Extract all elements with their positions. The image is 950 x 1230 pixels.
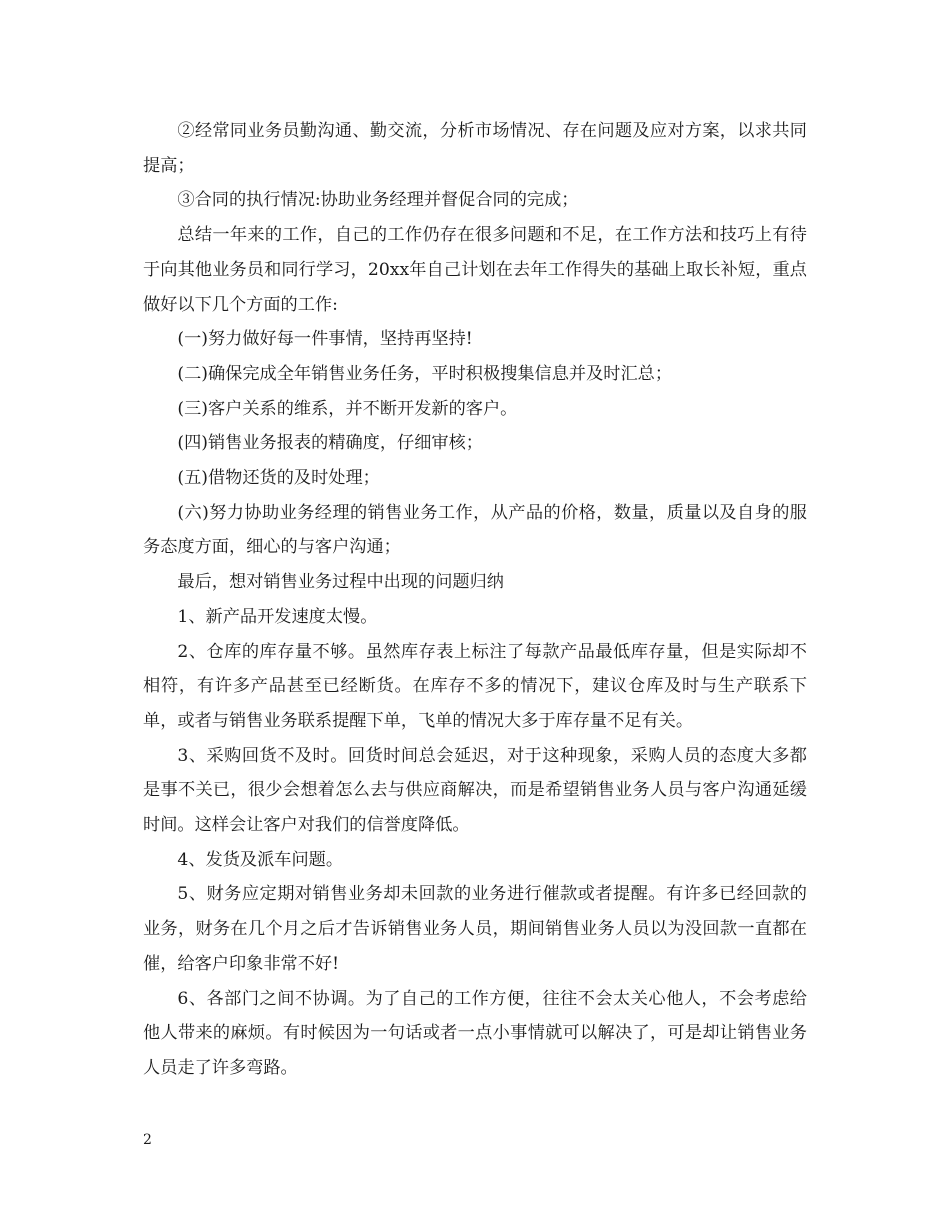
paragraph-annual-summary: 总结一年来的工作，自己的工作仍存在很多问题和不足，在工作方法和技巧上有待于向其他业务员和同行学习，20xx年自己计划在去年工作得失的基础上取长补短，重点做好以下几个方面的工作:	[143, 225, 807, 315]
list-item-plan-1: (一)努力做好每一件事情，坚持再坚持!	[177, 329, 473, 350]
list-item-plan-3: (三)客户关系的维系，并不断开发新的客户。	[177, 398, 518, 419]
paragraph-communication: ②经常同业务员勤沟通、勤交流，分析市场情况、存在问题及应对方案，以求共同提高；	[143, 121, 807, 176]
list-item-plan-5: (五)借物还货的及时处理；	[177, 468, 380, 489]
list-item-problem-6: 6、各部门之间不协调。为了自己的工作方便，往往不会太关心他人，不会考虑给他人带来的麻烦。有时候因为一句话或者一点小事情就可以解决了，可是却让销售业务人员走了许多弯路。	[143, 988, 807, 1078]
list-item-problem-3: 3、采购回货不及时。回货时间总会延迟，对于这种现象，采购人员的态度大多都是事不关已，很少会想着怎么去与供应商解决，而是希望销售业务人员与客户沟通延缓时间。这样会让客户对我们的信誉度降低。	[143, 745, 807, 836]
paragraph-problems-intro: 最后，想对销售业务过程中出现的问题归纳	[177, 572, 504, 593]
list-item-plan-6: (六)努力协助业务经理的销售业务工作，从产品的价格，数量，质量以及自身的服务态度方面，细心的与客户沟通；	[143, 502, 807, 558]
list-item-plan-4: (四)销售业务报表的精确度，仔细审核；	[177, 433, 483, 454]
list-item-problem-1: 1、新产品开发速度太慢。	[177, 606, 378, 627]
list-item-plan-2: (二)确保完成全年销售业务任务，平时积极搜集信息并及时汇总；	[177, 363, 673, 384]
document-body	[143, 114, 807, 1086]
paragraph-contract-execution: ③合同的执行情况:协助业务经理并督促合同的完成；	[177, 190, 579, 211]
list-item-problem-5: 5、财务应定期对销售业务却未回款的业务进行催款或者提醒。有许多已经回款的业务，财务在几个月之后才告诉销售业务人员，期间销售业务人员以为没回款一直都在催，给客户印象非常不好!	[143, 884, 807, 974]
list-item-problem-2: 2、仓库的库存量不够。虽然库存表上标注了每款产品最低库存量，但是实际却不相符，有许多产品甚至已经断货。在库存不多的情况下，建议仓库及时与生产联系下单，或者与销售业务联系提醒下单，飞单的情况大多于库存量不足有关。	[143, 641, 807, 731]
list-item-problem-4: 4、发货及派车问题。	[177, 849, 344, 870]
page-number: 2	[143, 1132, 152, 1148]
